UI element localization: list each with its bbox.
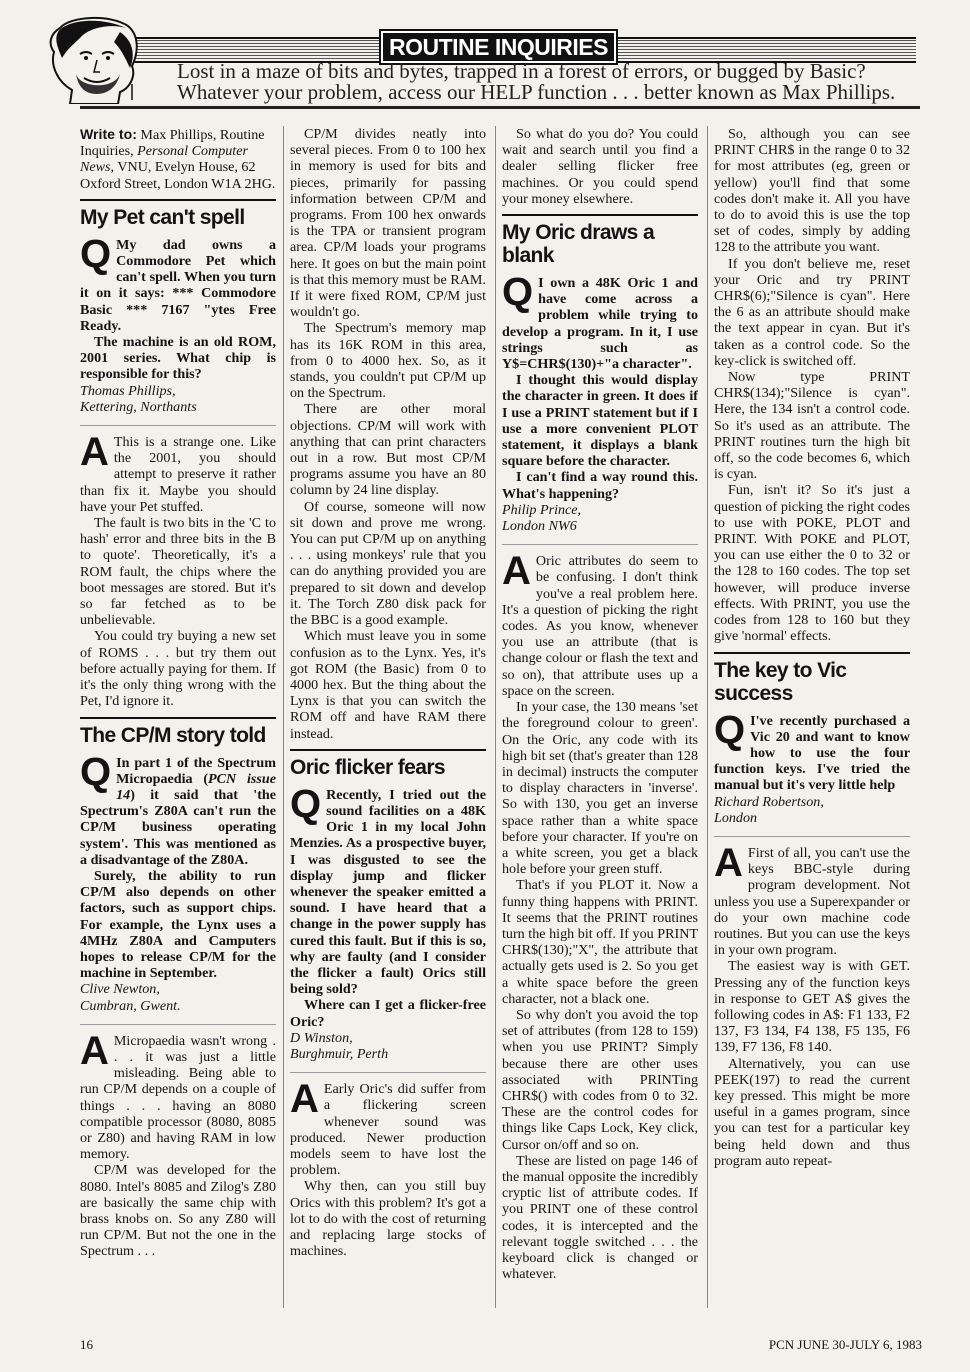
section-rule bbox=[502, 214, 698, 216]
tagline-line: Lost in a maze of bits and bytes, trapped in a forest of errors, or bugged by Basic? bbox=[177, 59, 866, 83]
write-to-address: Write to: Max Phillips, Routine Inquiries, Personal Computer News, VNU, Evelyn House, 62 Oxford Street, London W1A 2HG. bbox=[80, 126, 276, 192]
answer-block bbox=[80, 1024, 276, 1260]
question-text: Surely, the ability to run CP/M also depends on other factors, such as support chips. For example, the Lynx uses a 4MHz Z80A and Camputers hopes to release CP/M for the machine in September. bbox=[80, 867, 276, 982]
column-4 bbox=[714, 126, 910, 1308]
question-initial: Q bbox=[714, 707, 746, 752]
answer-text: Now type PRINT CHR$(134);"Silence is cyan". Here, the 134 isn't a control code. So it's used as an attribute. The PRINT routines turn the high bit off, so the code becomes 6, which is cyan. bbox=[714, 369, 910, 483]
headline-my-pet: My Pet can't spell bbox=[80, 205, 245, 229]
answer-block bbox=[502, 544, 698, 1282]
answer-text: A Early Oric's did suffer from a flickering screen whenever sound was produced. Newer production models seem to have lost the problem. bbox=[290, 1077, 486, 1179]
answer-text: Alternatively, you can use PEEK(197) to read the current key pressed. This might be more useful in a games program, since you can test for a particular key being held down and thus program auto repeat- bbox=[714, 1055, 910, 1169]
headline-oric-blank: My Oric draws a blank bbox=[502, 221, 655, 268]
answer-initial: A bbox=[80, 1028, 109, 1073]
section-rule bbox=[80, 199, 276, 201]
answer-text: Fun, isn't it? So it's just a question of picking the right codes to use with POKE, PLOT and PRINT. With POKE and PLOT, you can use either the 0 to 32 or the 128 to 160 codes. The top set however, will produce inverse effects. With PRINT, you use the codes from 128 to 160 but they give 'normal' effects. bbox=[714, 482, 910, 645]
tagline bbox=[177, 61, 927, 103]
section-rule bbox=[80, 717, 276, 719]
answer-initial: A bbox=[290, 1077, 319, 1122]
answer-text: You could try buying a new set of ROMS . . . but try them out before actually paying for them. If it's the only thing wrong with the Pet, I'd ignore it. bbox=[80, 628, 276, 710]
question-text: Where can I get a flicker-free Oric? bbox=[290, 997, 486, 1030]
answer-text: The fault is two bits in the 'C to hash' error and three bits in the B to quote'. Theoretically, it's a ROM fault, the chips where the boot messages are stored. But it's so far fetched as to be unbelievable. bbox=[80, 515, 276, 629]
column-2 bbox=[290, 126, 486, 1308]
issue-info: PCN JUNE 30-JULY 6, 1983 bbox=[768, 1337, 922, 1352]
header-divider bbox=[80, 106, 920, 109]
answer-text: A Oric attributes do seem to be confusing. I don't think you've a real problem here. It's a question of picking the right codes. As you know, whenever you use an attribute (that is change colour or flash the text and so on), that attribute uses up a space on the screen. bbox=[502, 549, 698, 699]
question-text: Q My dad owns a Commodore Pet which can't spell. When you turn it on it says: *** Commodore Basic *** 7167 "ytes Free Ready. bbox=[80, 231, 276, 334]
answer-text: A Micropaedia wasn't wrong . . . it was just a little misleading. Being able to run CP/M depends on a couple of things . . . having an 8080 compatible processor (8080, 8085 or Z80) and having RAM in low memory. bbox=[80, 1028, 276, 1163]
section-rule bbox=[714, 652, 910, 654]
column-1 bbox=[80, 126, 276, 1308]
answer-text: CP/M divides neatly into several pieces. From 0 to 100 hex in memory is used for bits and pieces, primarily for passing information between CP/M and programs. From 100 hex onwards is the TPA or transient program area. CP/M loads your programs here. It goes on but the main point is that this memory must be RAM. If it were fixed ROM, CP/M just wouldn't go. bbox=[290, 126, 486, 321]
section-rule bbox=[290, 749, 486, 751]
answer-text: So what do you do? You could wait and search until you find a dealer selling flicker free machines. Or you could spend your money elsewhere. bbox=[502, 126, 698, 207]
publication-name: Personal Computer News bbox=[80, 143, 248, 176]
reader-name: Philip Prince, bbox=[502, 501, 582, 518]
answer-initial: A bbox=[714, 840, 743, 885]
reader-name: D Winston, bbox=[290, 1029, 353, 1046]
caricature-portrait-icon bbox=[40, 14, 152, 104]
answer-block bbox=[290, 1072, 486, 1259]
question-initial: Q bbox=[80, 749, 112, 794]
question-initial: Q bbox=[290, 781, 322, 826]
reader-location: Kettering, Northants bbox=[80, 398, 197, 415]
headline-oric-flicker: Oric flicker fears bbox=[290, 755, 445, 779]
answer-text: The Spectrum's memory map has its 16K ROM in this area, from 0 to 4000 hex. So, as it stands, you couldn't put CP/M up on the Spectrum. bbox=[290, 320, 486, 402]
headline-vic-success: The key to Vic success bbox=[714, 658, 847, 705]
question-text: Q In part 1 of the Spectrum Micropaedia (PCN issue 14) it said that 'the Spectrum's Z80A can't run the CP/M business operating system'. This was mentioned as a disadvantage of the Z80A. bbox=[80, 749, 276, 868]
answer-block bbox=[714, 836, 910, 1169]
answer-text: So, although you can see PRINT CHR$ in the range 0 to 32 for most attributes (eg, green or yellow) you'll find that some codes don't make it. All you have to do to avoid this is use the top set of codes, simply by adding 128 to the attribute you want. bbox=[714, 126, 910, 256]
column-divider bbox=[283, 126, 284, 1308]
reader-location: London bbox=[714, 809, 758, 826]
write-to-label: Write to: bbox=[80, 126, 137, 142]
question-initial: Q bbox=[80, 231, 112, 276]
question-text: Q I own a 48K Oric 1 and have come across a problem while trying to develop a program. In it, I use strings such as Y$=CHR$(130)+"a character". bbox=[502, 270, 698, 373]
answer-text: Of course, someone will now sit down and prove me wrong. You can put CP/M up on anything . . . using monkeys' rule that you can do anything provided you are prepared to sit down and develop it. The Torch Z80 disk pack for the BBC is a good example. bbox=[290, 498, 486, 629]
question-text: Q Recently, I tried out the sound facilities on a 48K Oric 1 in my local John Menzies. As a prospective buyer, I was disgusted to see the display jump and flicker whenever the speaker emitted a sound. I have heard that a change in the power supply has cured this fault. But if this is so, why are faulty (and I consider the flicker a fault) Orics still being sold? bbox=[290, 781, 486, 998]
answer-text: If you don't believe me, reset your Oric and try PRINT CHR$(6);"Silence is cyan". Here the 6 as an attribute should make the text appear in cyan. But it's taken as a control code. So the key-click is switched off. bbox=[714, 255, 910, 369]
reader-name: Richard Robertson, bbox=[714, 793, 824, 810]
answer-text: These are listed on page 146 of the manual opposite the incredibly cryptic list of attribute codes. If you PRINT one of these control codes, it is intercepted and the relevant toggle switched . . . the keyboard click is changed or whatever. bbox=[502, 1152, 698, 1283]
reader-name: Clive Newton, bbox=[80, 981, 160, 998]
question-initial: Q bbox=[502, 270, 534, 315]
reader-location: Burghmuir, Perth bbox=[290, 1045, 389, 1062]
answer-text: The easiest way is with GET. Pressing any of the function keys in response to GET A$ gives the following codes in A$: F1 133, F2 137, F3 134, F4 138, F5 135, F6 139, F7 136, F8 140. bbox=[714, 958, 910, 1056]
question-text: I thought this would display the character in green. It does if I use a PRINT statement but if I use a more convenient PLOT statement, it displays a blank square before the character. bbox=[502, 372, 698, 470]
answer-text: Why then, can you still buy Orics with this problem? It's got a lot to do with the cost of returning and replacing large stocks of machines. bbox=[290, 1178, 486, 1260]
reader-name: Thomas Phillips, bbox=[80, 382, 176, 399]
answer-text: That's if you PLOT it. Now a funny thing happens with PRINT. It seems that the PRINT routines turn the high bit off. If you PRINT CHR$(130);"X", the attribute that actually gets used is 2. So you get a white space before the green character, not a black one. bbox=[502, 877, 698, 1007]
answer-text: Which must leave you in some confusion as to the Lynx. Yes, it's got ROM (the Basic) from 0 to 4000 hex. But the thing about the Lynx is that you can switch the ROM off and have RAM there instead. bbox=[290, 628, 486, 742]
answer-text: In your case, the 130 means 'set the foreground colour to green'. On the Oric, any code with its high bit set (that's greater than 128 in decimal) instructs the computer to display characters in 'inverse'. So with 130, you get an inverse space rather than a white space before your character. If you're on a white screen, you get a black hole before your green stuff. bbox=[502, 699, 698, 878]
answer-initial: A bbox=[80, 430, 109, 475]
answer-initial: A bbox=[502, 549, 531, 594]
reader-location: Cumbran, Gwent. bbox=[80, 997, 181, 1014]
headline-cpm-story: The CP/M story told bbox=[80, 723, 266, 747]
answer-text: A First of all, you can't use the keys BBC-style during program development. Not unless you use a Superexpander or do your own machine code routines. But you can use the keys in your own program. bbox=[714, 840, 910, 959]
question-text: I can't find a way round this. What's happening? bbox=[502, 469, 698, 502]
page-number: 16 bbox=[80, 1337, 93, 1352]
reader-location: London NW6 bbox=[502, 518, 577, 535]
column-divider bbox=[707, 126, 708, 1308]
answer-text: There are other moral objections. CP/M will work with anything that can print characters out in a row. But most CP/M programs assume you have an 80 column by 24 line display. bbox=[290, 401, 486, 499]
question-text: Q I've recently purchased a Vic 20 and want to know how to use the four function keys. I've tried the manual but it's very little help bbox=[714, 707, 910, 794]
answer-text: So why don't you avoid the top set of attributes (from 128 to 159) when you use PRINT? Simply because there are other uses associated with PRINTing CHR$() with codes from 0 to 32. These are the control codes for things like Caps Lock, Key click, Cursor on/off and so on. bbox=[502, 1006, 698, 1153]
question-text: The machine is an old ROM, 2001 series. What chip is responsible for this? bbox=[80, 334, 276, 383]
column-3 bbox=[502, 126, 698, 1308]
column-title: ROUTINE INQUIRIES bbox=[381, 31, 616, 63]
column-divider bbox=[495, 126, 496, 1308]
answer-text: A This is a strange one. Like the 2001, you should attempt to preserve it rather than fix it. Maybe you should have your Pet stuffed. bbox=[80, 430, 276, 515]
answer-block bbox=[80, 425, 276, 709]
tagline-line: Whatever your problem, access our HELP function . . . better known as Max Phillips. bbox=[177, 80, 896, 104]
answer-text: CP/M was developed for the 8080. Intel's 8085 and Zilog's Z80 are basically the same chip with brass knobs on. So any Z80 will run CP/M. But not the one in the Spectrum . . . bbox=[80, 1162, 276, 1260]
